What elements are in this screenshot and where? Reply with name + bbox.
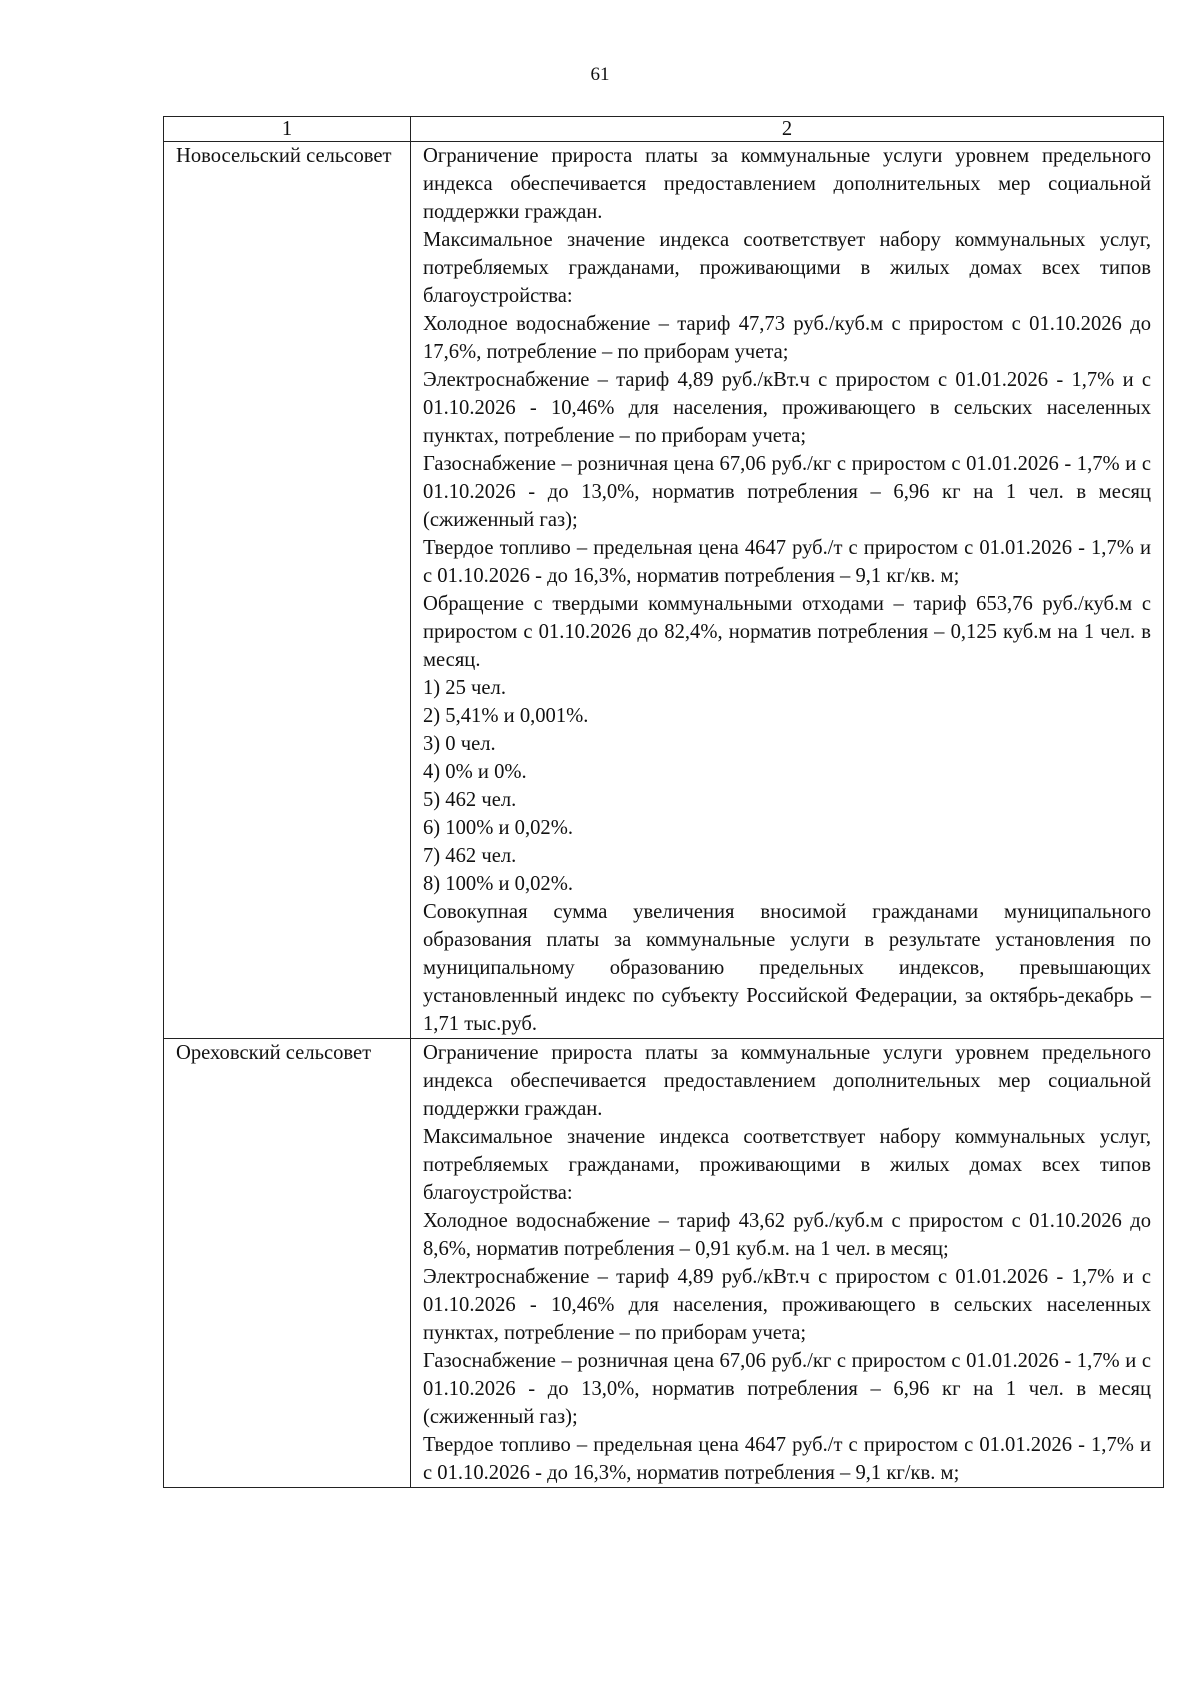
paragraph: Ограничение прироста платы за коммунальные услуги уровнем предельного индекса обеспечивается предоставлением дополнительных мер социальной поддержки граждан.: [423, 145, 1151, 223]
paragraph: Максимальное значение индекса соответствует набору коммунальных услуг, потребляемых гражданами, проживающими в жилых домах всех типов благоустройства:: [423, 229, 1151, 307]
paragraph: Твердое топливо – предельная цена 4647 руб./т с приростом с 01.01.2026 - 1,7% и с 01.10.2026 - до 16,3%, норматив потребления – 9,1 кг/кв. м;: [423, 1434, 1151, 1484]
page-number: 61: [590, 64, 610, 85]
paragraph: Ограничение прироста платы за коммунальные услуги уровнем предельного индекса обеспечивается предоставлением дополнительных мер социальной поддержки граждан.: [423, 1042, 1151, 1120]
paragraph: Твердое топливо – предельная цена 4647 руб./т с приростом с 01.01.2026 - 1,7% и с 01.10.2026 - до 16,3%, норматив потребления – 9,1 кг/кв. м;: [423, 537, 1151, 587]
table-row: [164, 142, 1164, 1039]
list-item: 1) 25 чел.: [423, 677, 506, 699]
list-item: 5) 462 чел.: [423, 789, 517, 811]
list-item: 4) 0% и 0%.: [423, 761, 527, 783]
list-item: 8) 100% и 0,02%.: [423, 873, 574, 895]
list-item: 2) 5,41% и 0,001%.: [423, 705, 589, 727]
paragraph: Газоснабжение – розничная цена 67,06 руб./кг с приростом с 01.01.2026 - 1,7% и с 01.10.2026 - до 13,0%, норматив потребления – 6,96 кг на 1 чел. в месяц (сжиженный газ);: [423, 1350, 1151, 1428]
paragraph: Совокупная сумма увеличения вносимой гражданами муниципального образования платы за коммунальные услуги в результате установления по муниципальному образованию предельных индексов, превышающих установленный индекс по субъекту Российской Федерации, за октябрь-декабрь – 1,71 тыс.руб.: [423, 901, 1151, 1035]
paragraph: Холодное водоснабжение – тариф 43,62 руб./куб.м с приростом с 01.10.2026 до 8,6%, норматив потребления – 0,91 куб.м. на 1 чел. в месяц;: [423, 1210, 1151, 1260]
column-header-2: 2: [411, 117, 1164, 142]
paragraph: Обращение с твердыми коммунальными отходами – тариф 653,76 руб./куб.м с приростом с 01.10.2026 до 82,4%, норматив потребления – 0,125 куб.м на 1 чел. в месяц.: [423, 593, 1151, 671]
column-header-1: 1: [164, 117, 411, 142]
paragraph: Электроснабжение – тариф 4,89 руб./кВт.ч с приростом с 01.01.2026 - 1,7% и с 01.10.2026 - 10,46% для населения, проживающего в сельских населенных пунктах, потребление – по приборам учета;: [423, 1266, 1151, 1344]
paragraph: Максимальное значение индекса соответствует набору коммунальных услуг, потребляемых гражданами, проживающими в жилых домах всех типов благоустройства:: [423, 1126, 1151, 1204]
municipality-description: [411, 1039, 1164, 1488]
list-item: 6) 100% и 0,02%.: [423, 817, 574, 839]
list-item: 3) 0 чел.: [423, 733, 496, 755]
paragraph: Холодное водоснабжение – тариф 47,73 руб./куб.м с приростом с 01.10.2026 до 17,6%, потребление – по приборам учета;: [423, 313, 1151, 363]
paragraph: Газоснабжение – розничная цена 67,06 руб./кг с приростом с 01.01.2026 - 1,7% и с 01.10.2026 - до 13,0%, норматив потребления – 6,96 кг на 1 чел. в месяц (сжиженный газ);: [423, 453, 1151, 531]
table-row: [164, 1039, 1164, 1488]
paragraph: Электроснабжение – тариф 4,89 руб./кВт.ч с приростом с 01.01.2026 - 1,7% и с 01.10.2026 - 10,46% для населения, проживающего в сельских населенных пунктах, потребление – по приборам учета;: [423, 369, 1151, 447]
municipality-name: Ореховский сельсовет: [164, 1039, 411, 1488]
list-item: 7) 462 чел.: [423, 845, 517, 867]
document-table: [163, 116, 1164, 1488]
municipality-description: [411, 142, 1164, 1039]
municipality-name: Новосельский сельсовет: [164, 142, 411, 1039]
table-header-row: [164, 117, 1164, 142]
